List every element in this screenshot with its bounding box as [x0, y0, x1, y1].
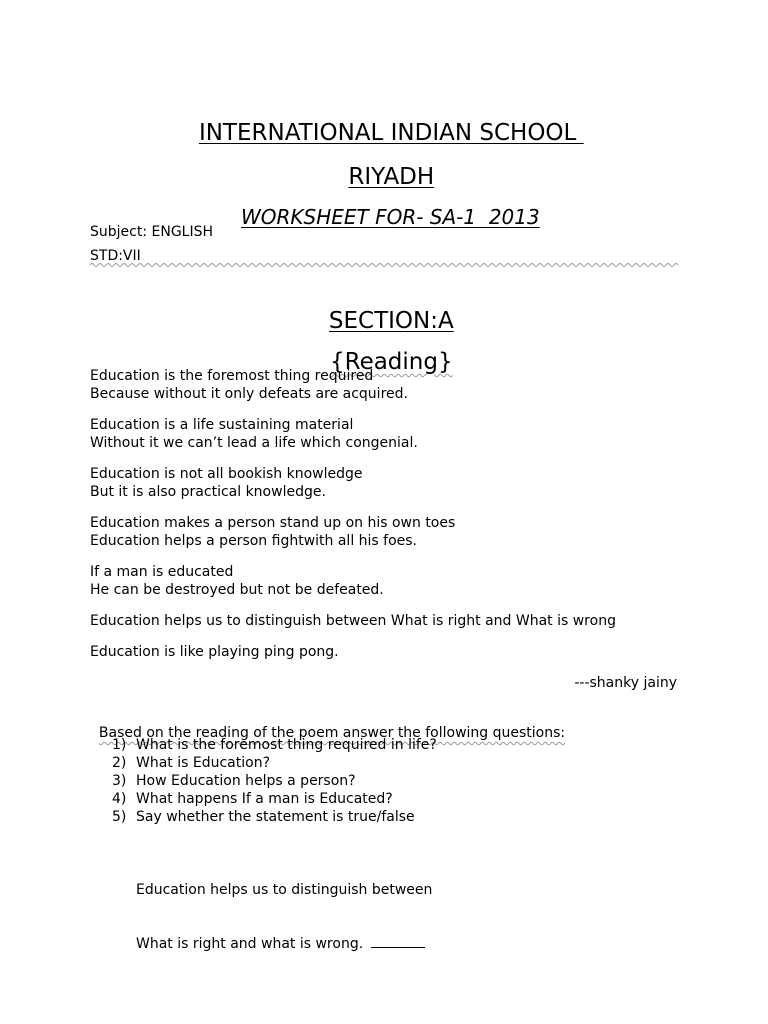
poem-line: Without it we can’t lead a life which congenial.	[90, 435, 418, 451]
answer-blank[interactable]	[371, 935, 425, 948]
poem-line: Education is the foremost thing required	[90, 368, 374, 384]
poem-line: He can be destroyed but not be defeated.	[90, 582, 384, 598]
question-item: 4) What happens If a man is Educated?	[112, 791, 393, 807]
poem-line: Education makes a person stand up on his own toes	[90, 515, 456, 531]
statement-line: What is right and what is wrong.	[136, 935, 432, 953]
std-line: STD:VII	[90, 248, 141, 264]
poem-line: Education is a life sustaining material	[90, 417, 354, 433]
worksheet-title: WORKSHEET FOR- SA-1 2013	[240, 205, 540, 229]
question-item: 2) What is Education?	[112, 755, 270, 771]
poem-line: Education helps a person fightwith all his foes.	[90, 533, 418, 549]
city-name: RIYADH	[348, 164, 435, 190]
true-false-statement	[136, 845, 432, 971]
poem-author: ---shanky jainy	[574, 675, 677, 691]
poem-line: Because without it only defeats are acquired.	[90, 386, 408, 402]
question-item: 1) What is the foremost thing required in life?	[112, 737, 437, 753]
question-item: 5) Say whether the statement is true/false	[112, 809, 415, 825]
statement-line: Education helps us to distinguish between	[136, 882, 433, 898]
questions-intro: Based on the reading of the poem answer the following questions:	[98, 725, 566, 741]
subject-line: Subject: ENGLISH	[90, 224, 214, 240]
section-title: SECTION:A	[328, 308, 454, 334]
section-topic: {Reading}	[329, 349, 453, 375]
poem-line: Education helps us to distinguish between What is right and What is wrong	[90, 613, 616, 629]
poem-line: Education is not all bookish knowledge	[90, 466, 363, 482]
poem-line: If a man is educated	[90, 564, 234, 580]
poem-line: Education is like playing ping pong.	[90, 644, 339, 660]
question-list	[112, 736, 437, 826]
poem-line: But it is also practical knowledge.	[90, 484, 326, 500]
spellcheck-squiggle	[90, 262, 678, 268]
question-item: 3) How Education helps a person?	[112, 773, 356, 789]
school-name: INTERNATIONAL INDIAN SCHOOL	[198, 120, 584, 146]
